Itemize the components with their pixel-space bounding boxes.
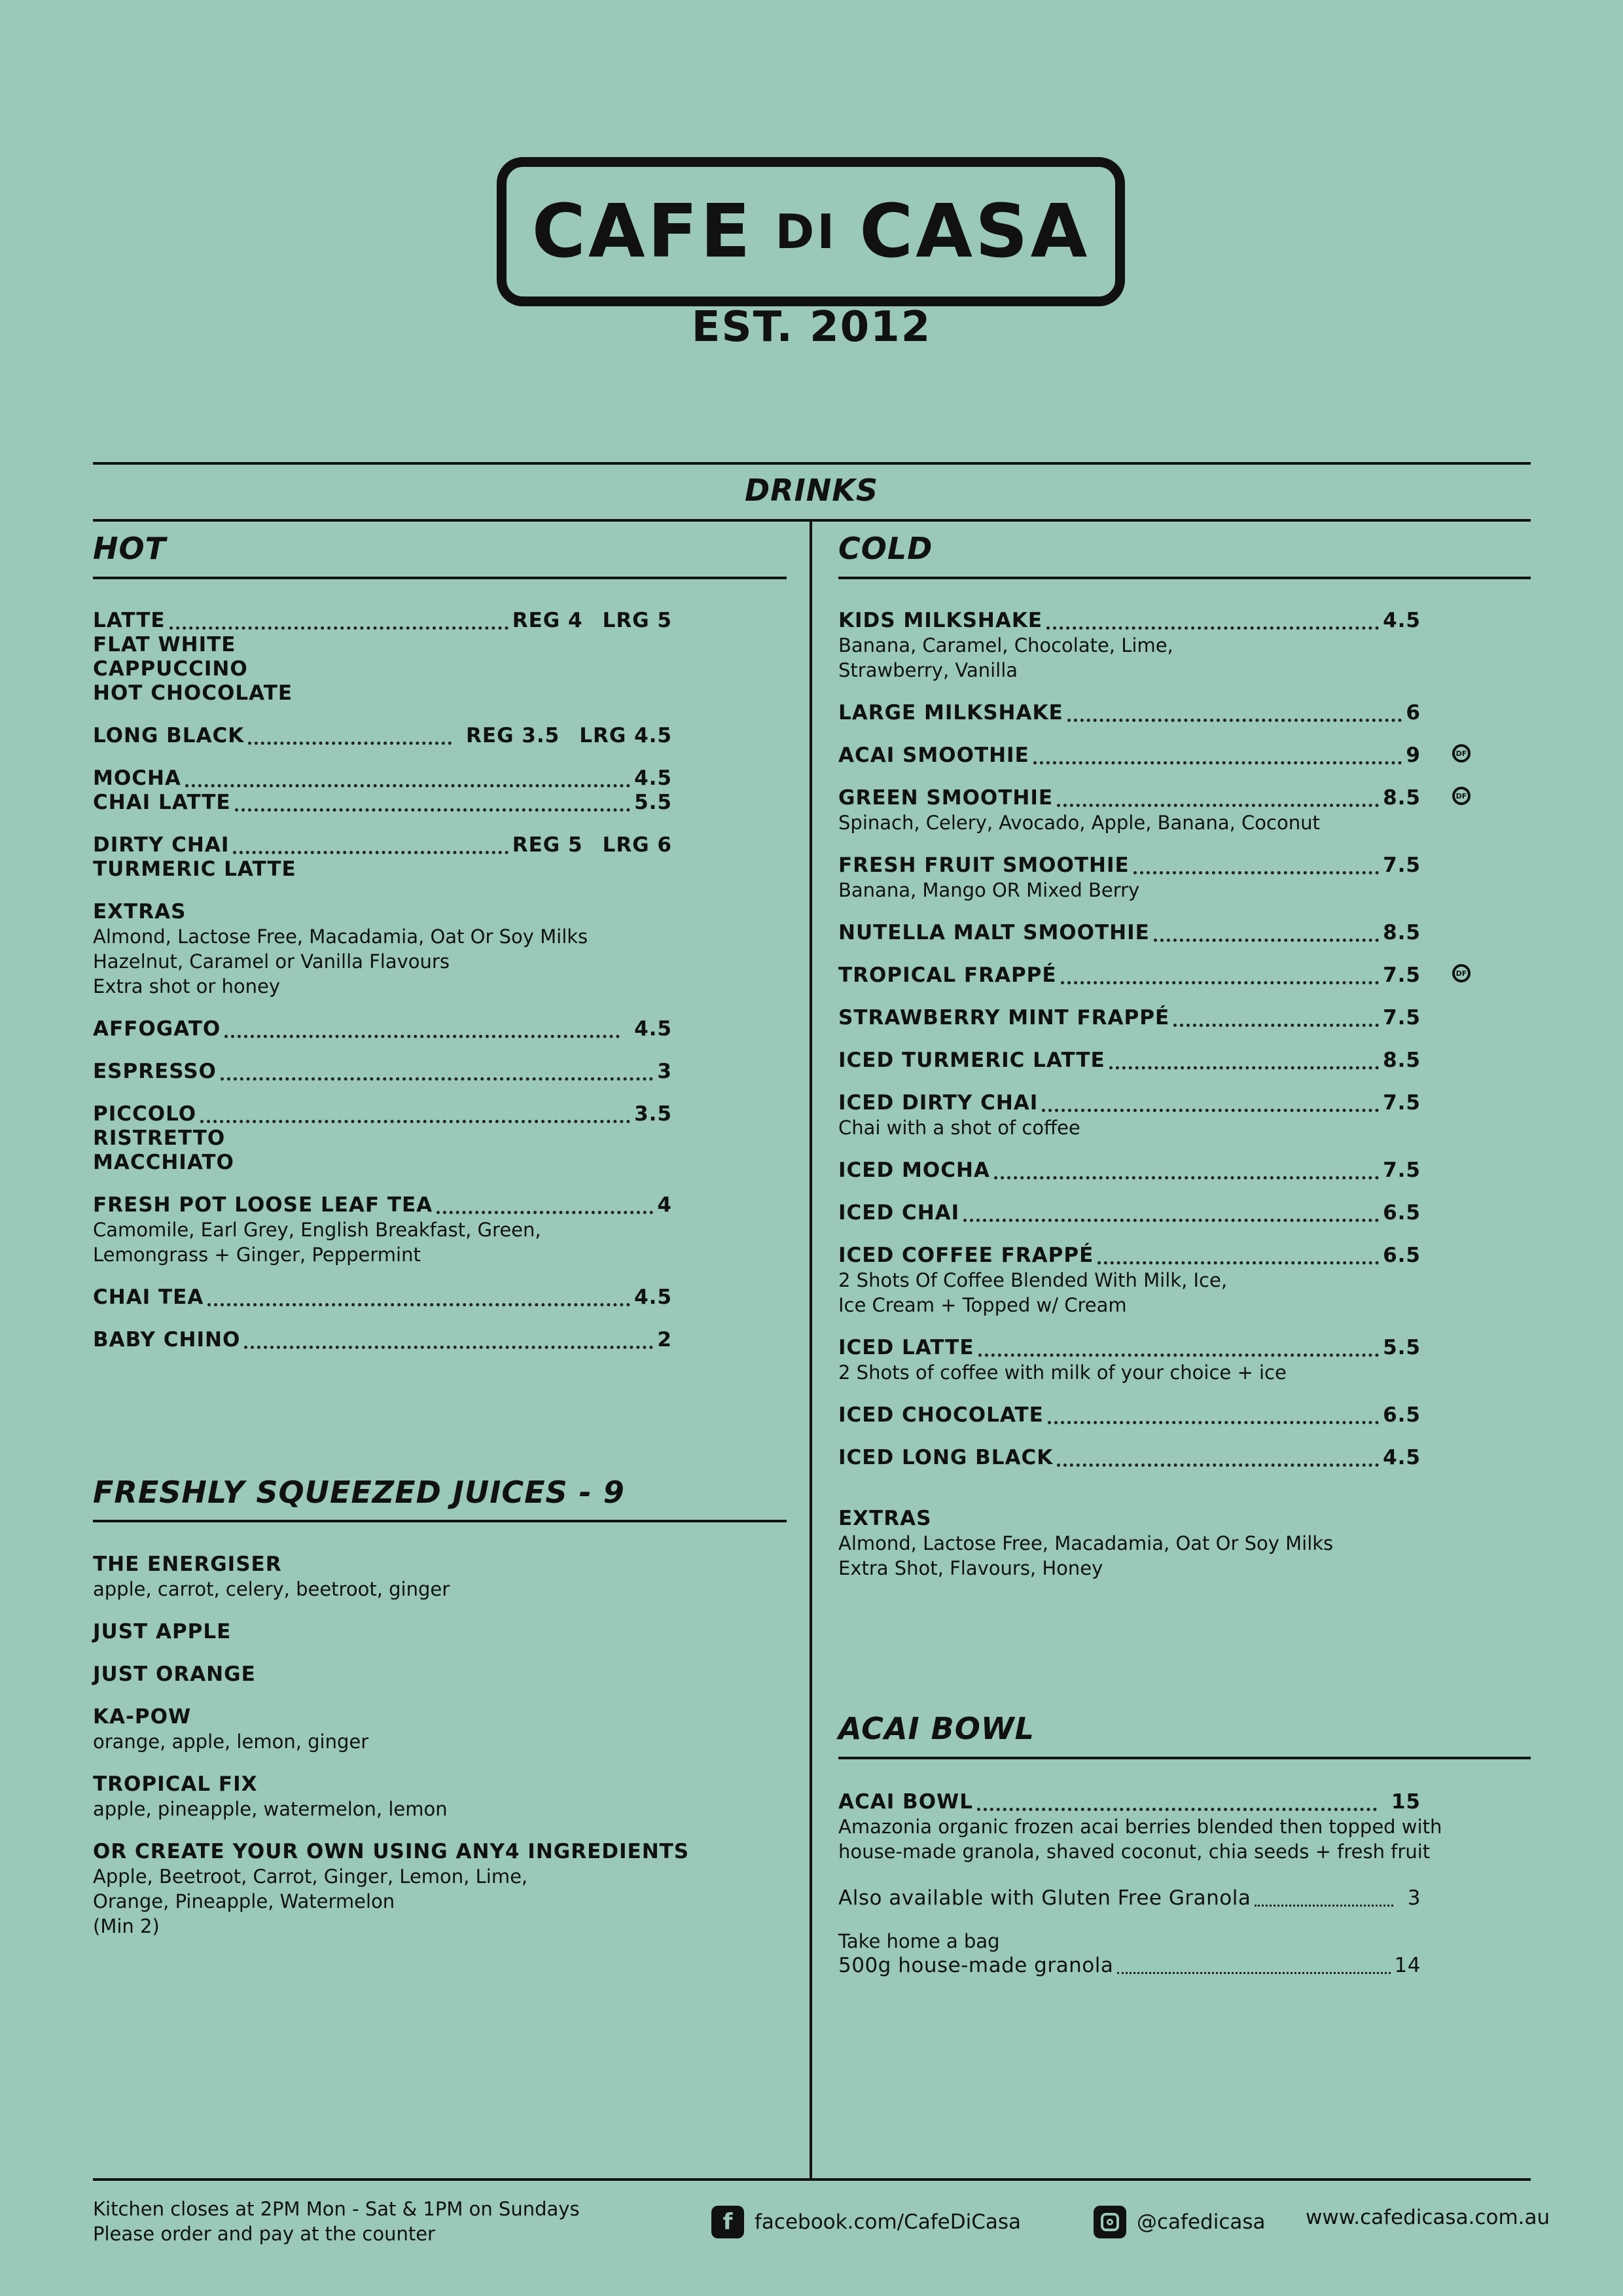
item-name: EXTRAS — [838, 1507, 932, 1530]
item-price: 2 — [657, 1328, 672, 1352]
footer-notes — [93, 2197, 580, 2246]
menu-item — [838, 1158, 1421, 1183]
item-name: TROPICAL FRAPPÉ — [838, 963, 1057, 987]
juice-menu — [93, 1552, 780, 1957]
item-name: RISTRETTO — [93, 1126, 226, 1150]
dairy-free-badge: DF — [1452, 964, 1471, 982]
menu-item — [93, 766, 672, 815]
menu-item — [838, 1091, 1421, 1140]
menu-item — [838, 853, 1421, 903]
menu-item — [838, 1006, 1421, 1030]
menu-item — [838, 786, 1467, 835]
juice-item — [93, 1772, 780, 1821]
menu-item — [93, 1328, 672, 1352]
menu-item — [93, 833, 672, 882]
kitchen-hours: Kitchen closes at 2PM Mon - Sat & 1PM on Sundays — [93, 2198, 580, 2220]
logo — [497, 157, 1125, 306]
item-price: 8.5 — [1383, 1049, 1421, 1072]
item-price: 7.5 — [1383, 1006, 1421, 1030]
item-name: TROPICAL FIX — [93, 1772, 258, 1796]
item-description: Banana, Caramel, Chocolate, Lime, — [838, 634, 1173, 656]
item-name: ICED DIRTY CHAI — [838, 1091, 1039, 1115]
juice-item — [93, 1662, 780, 1687]
item-price: 5.5 — [634, 791, 672, 814]
item-description: Almond, Lactose Free, Macadamia, Oat Or Soy Milks — [838, 1532, 1334, 1554]
item-name: JUST APPLE — [93, 1620, 232, 1643]
item-name: FLAT WHITE — [93, 633, 236, 656]
website-link[interactable] — [1306, 2206, 1550, 2229]
item-description: Camomile, Earl Grey, English Breakfast, Green, — [93, 1219, 541, 1241]
item-name: EXTRAS — [93, 900, 187, 924]
logo-word-casa: CASA — [859, 189, 1090, 274]
item-name: FRESH POT LOOSE LEAF TEA — [93, 1193, 433, 1217]
item-name: ICED MOCHA — [838, 1158, 990, 1182]
item-price: 6 — [1406, 701, 1421, 725]
item-description: Extra Shot, Flavours, Honey — [838, 1557, 1103, 1579]
item-name: 500g house-made granola — [838, 1954, 1114, 1977]
item-description: Ice Cream + Topped w/ Cream — [838, 1294, 1127, 1316]
item-price-reg: REG 4 — [512, 609, 583, 632]
item-price-lrg: LRG 4.5 — [579, 724, 672, 747]
item-price-reg: REG 5 — [512, 833, 583, 857]
item-name: AFFOGATO — [93, 1017, 221, 1041]
menu-item — [838, 963, 1467, 988]
juice-item-create — [93, 1840, 780, 1939]
leader-dots — [169, 626, 508, 630]
item-description: Lemongrass + Ginger, Peppermint — [93, 1244, 421, 1266]
facebook-link[interactable] — [711, 2206, 1021, 2238]
cold-items — [838, 609, 1467, 1470]
item-name: CAPPUCCINO — [93, 657, 248, 681]
facebook-icon: f — [711, 2206, 744, 2238]
item-description: Orange, Pineapple, Watermelon — [93, 1890, 395, 1912]
item-description: Apple, Beetroot, Carrot, Ginger, Lemon, Lime, — [93, 1865, 528, 1888]
item-name: OR CREATE YOUR OWN USING ANY4 INGREDIENTS — [93, 1840, 690, 1863]
acai-menu — [838, 1790, 1465, 1996]
item-name: ESPRESSO — [93, 1060, 217, 1083]
item-name: CHAI LATTE — [93, 791, 231, 814]
item-price-reg: REG 3.5 — [466, 724, 560, 747]
item-name: GREEN SMOOTHIE — [838, 786, 1054, 810]
menu-item — [838, 1886, 1421, 1910]
item-name: MACCHIATO — [93, 1151, 234, 1174]
menu-item — [93, 1017, 672, 1041]
drinks-title: DRINKS — [745, 473, 878, 508]
menu-item — [93, 1102, 672, 1175]
item-price: 7.5 — [1383, 1091, 1421, 1115]
item-description: Spinach, Celery, Avocado, Apple, Banana, Coconut — [838, 812, 1320, 834]
item-description: Banana, Mango OR Mixed Berry — [838, 879, 1140, 901]
item-description: (Min 2) — [93, 1915, 160, 1937]
item-description: Hazelnut, Caramel or Vanilla Flavours — [93, 950, 450, 973]
item-description: apple, carrot, celery, beetroot, ginger — [93, 1578, 450, 1600]
item-description: Extra shot or honey — [93, 975, 280, 997]
divider-juices — [93, 1520, 787, 1522]
item-price: 8.5 — [1383, 786, 1421, 810]
item-name: JUST ORANGE — [93, 1662, 256, 1686]
juices-title: FRESHLY SQUEEZED JUICES - 9 — [93, 1475, 625, 1510]
item-description: Chai with a shot of coffee — [838, 1117, 1080, 1139]
instagram-handle: @cafedicasa — [1137, 2210, 1266, 2234]
item-name: KA-POW — [93, 1705, 192, 1729]
item-name: ICED LATTE — [838, 1336, 974, 1359]
order-note: Please order and pay at the counter — [93, 2223, 435, 2245]
item-name: ACAI SMOOTHIE — [838, 744, 1029, 767]
item-description: Almond, Lactose Free, Macadamia, Oat Or Soy Milks — [93, 925, 588, 948]
item-name: ICED LONG BLACK — [838, 1446, 1054, 1469]
logo-word-cafe: CAFE — [531, 189, 753, 274]
item-name: NUTELLA MALT SMOOTHIE — [838, 921, 1150, 944]
menu-item-extras — [838, 1507, 1465, 1581]
menu-item — [838, 1446, 1421, 1470]
dairy-free-badge: DF — [1452, 787, 1471, 805]
divider-hot — [93, 577, 787, 579]
item-description: house-made granola, shaved coconut, chia seeds + fresh fruit — [838, 1840, 1431, 1863]
item-name: TURMERIC LATTE — [93, 857, 296, 881]
item-price: 4.5 — [634, 1017, 672, 1041]
item-name: MOCHA — [93, 766, 181, 790]
item-price: 4.5 — [1383, 1446, 1421, 1469]
website-url: www.cafedicasa.com.au — [1306, 2206, 1550, 2229]
item-price: 6.5 — [1383, 1403, 1421, 1427]
item-name: Also available with Gluten Free Granola — [838, 1886, 1251, 1910]
item-name: THE ENERGISER — [93, 1552, 282, 1576]
menu-item — [838, 609, 1421, 683]
cold-title: COLD — [838, 531, 933, 566]
item-price: 4.5 — [634, 1285, 672, 1309]
menu-item — [93, 1193, 672, 1267]
item-description: Amazonia organic frozen acai berries blended then topped with — [838, 1816, 1442, 1838]
menu-item — [838, 701, 1421, 725]
item-description: 2 Shots Of Coffee Blended With Milk, Ice, — [838, 1269, 1228, 1291]
item-price: 6.5 — [1383, 1201, 1421, 1225]
item-price: 7.5 — [1383, 1158, 1421, 1182]
divider-top — [93, 462, 1531, 465]
juice-item — [93, 1620, 780, 1644]
menu-item — [838, 1403, 1421, 1427]
item-price: 3.5 — [634, 1102, 672, 1126]
item-name: HOT CHOCOLATE — [93, 681, 293, 705]
item-price: 6.5 — [1383, 1244, 1421, 1267]
divider-footer — [93, 2178, 1531, 2181]
item-price: 14 — [1394, 1954, 1421, 1977]
item-name: LARGE MILKSHAKE — [838, 701, 1063, 725]
column-divider — [810, 520, 812, 2179]
item-description: apple, pineapple, watermelon, lemon — [93, 1798, 448, 1820]
menu-item — [838, 744, 1467, 768]
item-description: Strawberry, Vanilla — [838, 659, 1018, 681]
item-price: 4.5 — [1383, 609, 1421, 632]
menu-item — [838, 1244, 1421, 1318]
item-name: STRAWBERRY MINT FRAPPÉ — [838, 1006, 1170, 1030]
menu-item — [93, 609, 672, 706]
menu-item — [93, 1060, 672, 1084]
item-name: ICED TURMERIC LATTE — [838, 1049, 1105, 1072]
menu-item — [93, 1285, 672, 1310]
cold-menu — [838, 609, 1465, 1599]
item-price-lrg: LRG 6 — [602, 833, 672, 857]
menu-item — [838, 921, 1421, 945]
logo-word-di: DI — [775, 204, 838, 259]
dairy-free-badge: DF — [1452, 744, 1471, 762]
item-price: 3 — [1407, 1886, 1421, 1910]
item-name: ICED COFFEE FRAPPÉ — [838, 1244, 1094, 1267]
menu-item — [838, 1929, 1421, 1978]
divider-cold — [838, 577, 1531, 579]
hot-title: HOT — [93, 531, 166, 566]
menu-item — [838, 1336, 1421, 1385]
hot-menu — [93, 609, 672, 1371]
item-name: PICCOLO — [93, 1102, 197, 1126]
menu-item — [838, 1790, 1442, 1864]
item-name: BABY CHINO — [93, 1328, 241, 1352]
menu-item-extras — [93, 900, 672, 999]
divider-acai — [838, 1757, 1531, 1759]
item-price: 7.5 — [1383, 963, 1421, 987]
item-name: ICED CHOCOLATE — [838, 1403, 1044, 1427]
item-description: 2 Shots of coffee with milk of your choice + ice — [838, 1361, 1287, 1384]
item-description: Take home a bag — [838, 1930, 1000, 1952]
item-price: 4 — [657, 1193, 672, 1217]
item-price: 5.5 — [1383, 1336, 1421, 1359]
item-price: 15 — [1391, 1790, 1421, 1814]
item-name: DIRTY CHAI — [93, 833, 230, 857]
acai-title: ACAI BOWL — [838, 1711, 1035, 1746]
menu-item — [838, 1049, 1421, 1073]
item-price: 3 — [657, 1060, 672, 1083]
item-name: ACAI BOWL — [838, 1790, 973, 1814]
instagram-link[interactable] — [1094, 2206, 1266, 2238]
item-name: KIDS MILKSHAKE — [838, 609, 1043, 632]
instagram-icon — [1094, 2206, 1126, 2238]
item-price: 7.5 — [1383, 853, 1421, 877]
item-name: ICED CHAI — [838, 1201, 960, 1225]
item-price-lrg: LRG 5 — [602, 609, 672, 632]
item-name: LONG BLACK — [93, 724, 245, 747]
item-price: 8.5 — [1383, 921, 1421, 944]
facebook-url: facebook.com/CafeDiCasa — [755, 2210, 1021, 2234]
item-name: LATTE — [93, 609, 166, 632]
item-description: orange, apple, lemon, ginger — [93, 1731, 369, 1753]
item-name: CHAI TEA — [93, 1285, 204, 1309]
juice-item — [93, 1552, 780, 1602]
item-name: FRESH FRUIT SMOOTHIE — [838, 853, 1130, 877]
menu-item — [838, 1201, 1421, 1225]
menu-item — [93, 724, 672, 748]
established-year: EST. 2012 — [691, 303, 932, 351]
item-price: 4.5 — [634, 766, 672, 790]
juice-item — [93, 1705, 780, 1754]
item-price: 9 — [1406, 744, 1421, 767]
